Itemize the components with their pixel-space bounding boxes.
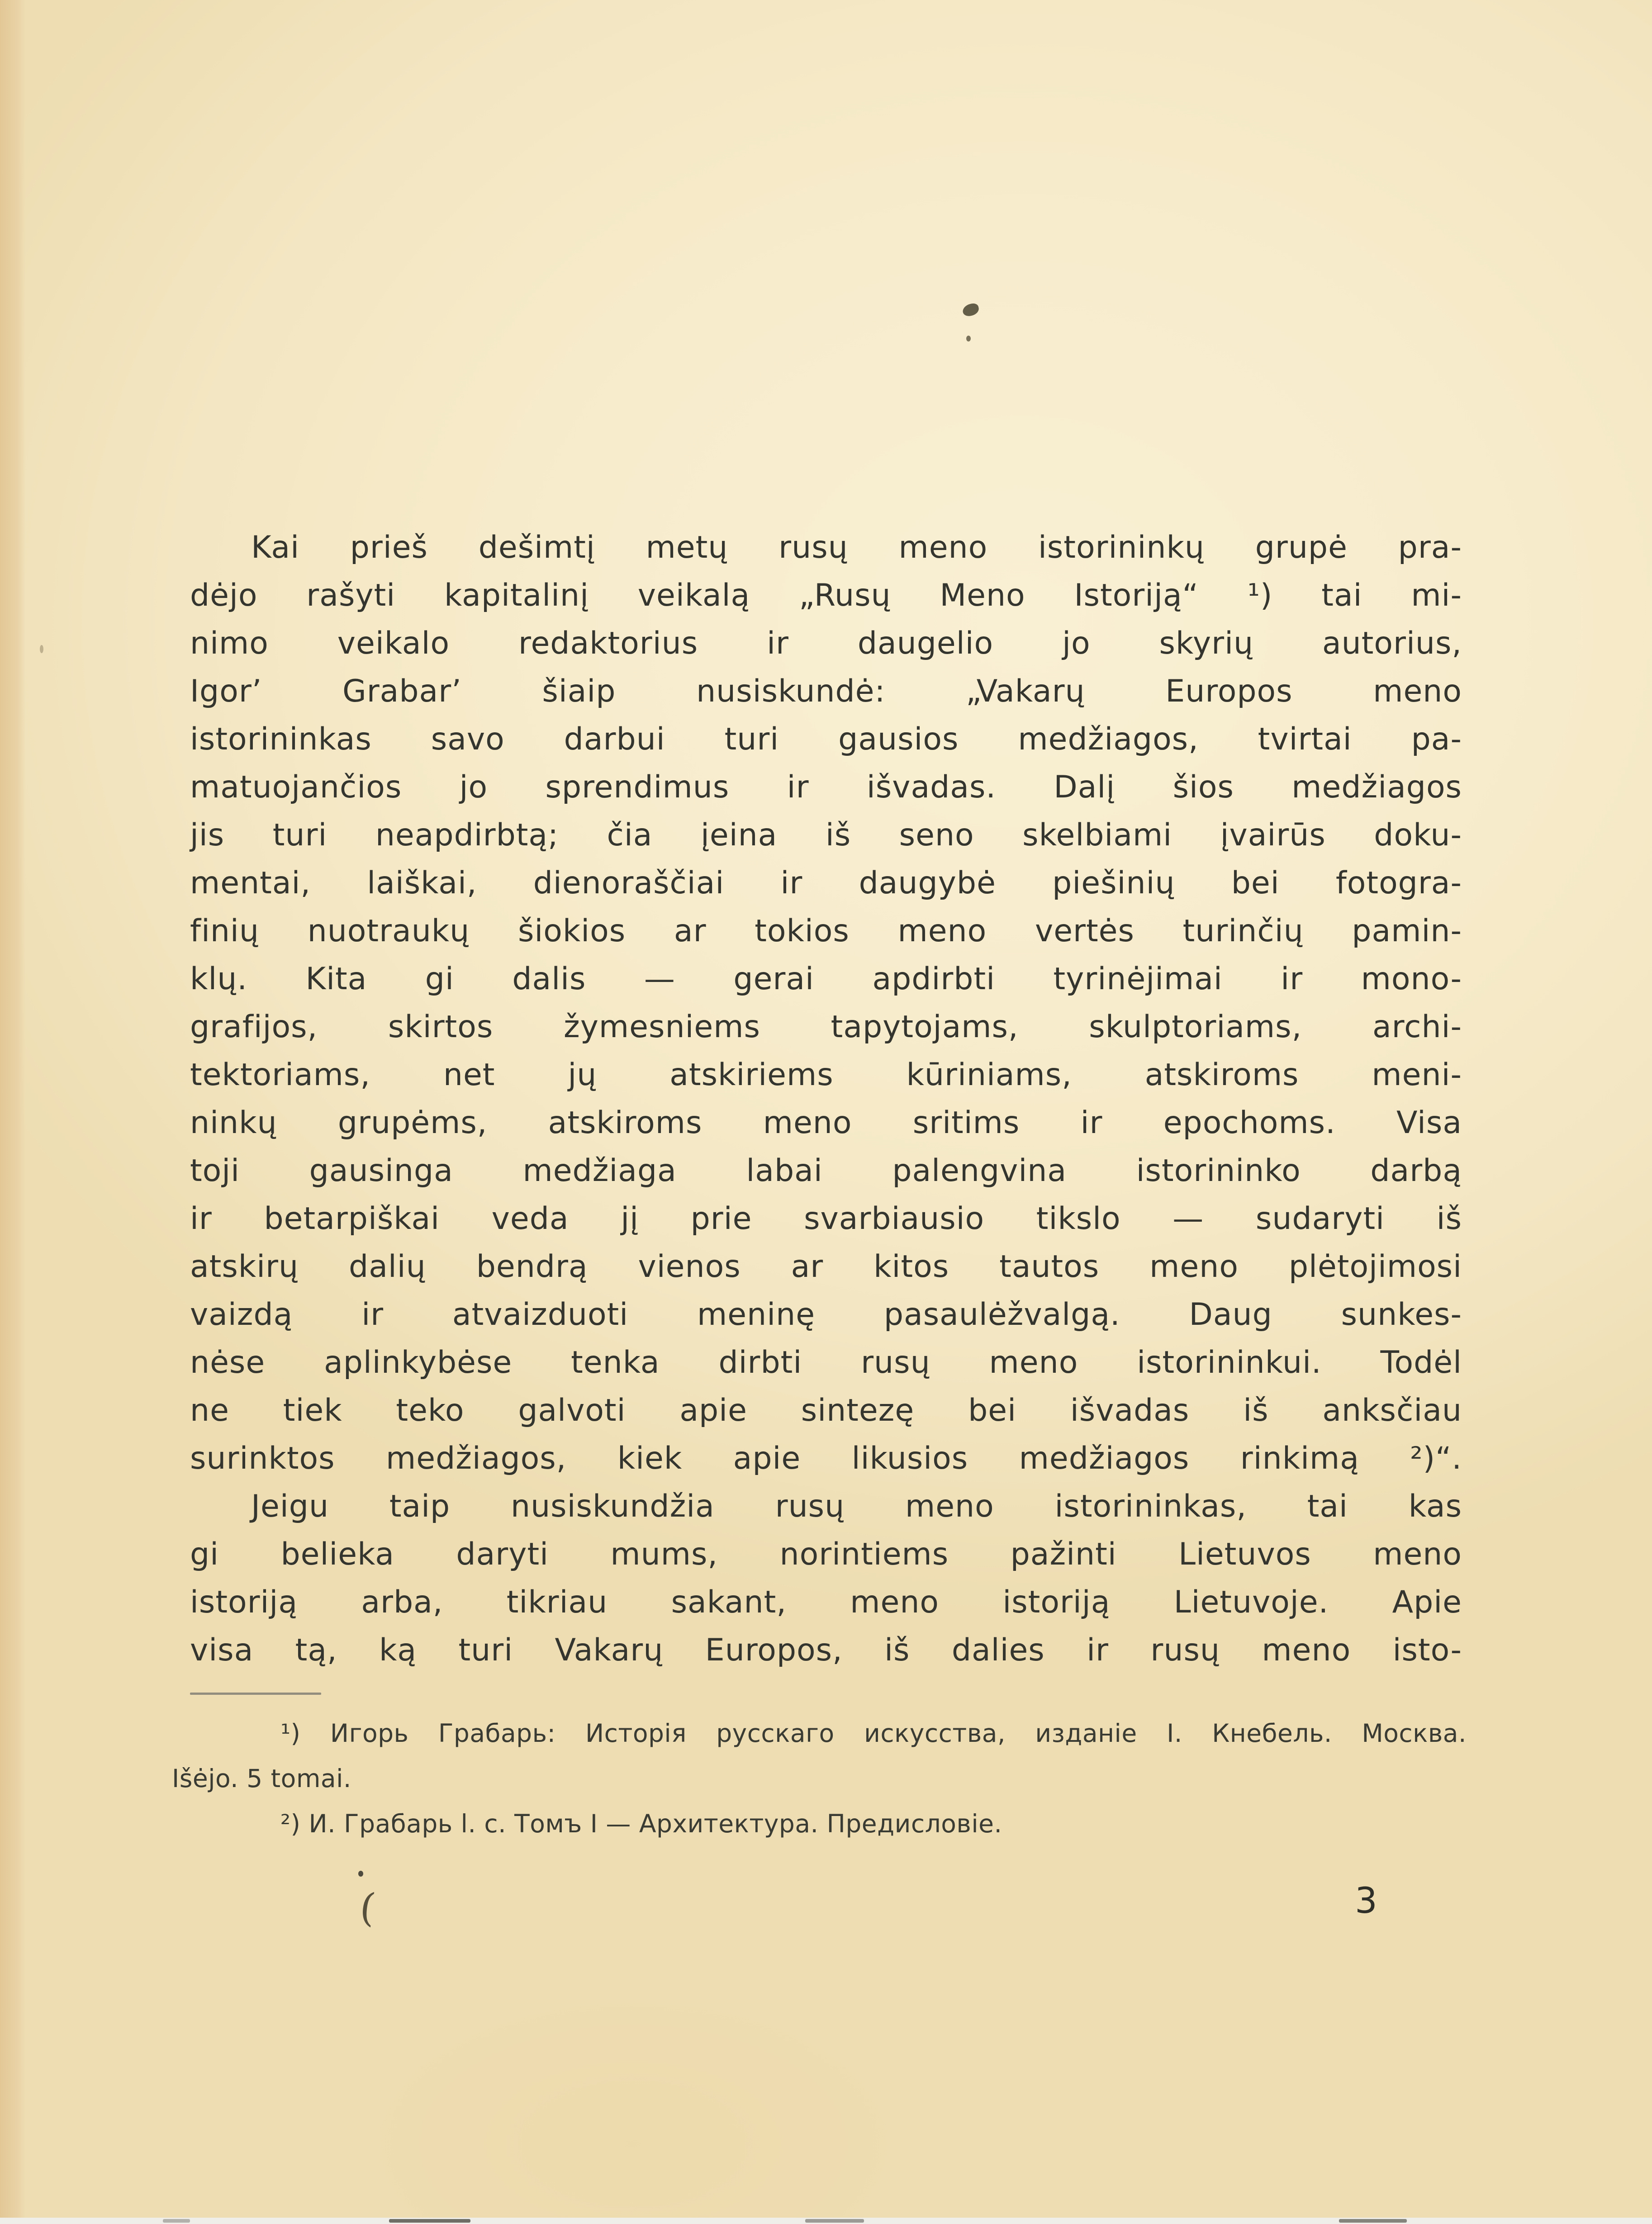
body-text-line: visa tą, ką turi Vakarų Europos, iš dalies ir rusų meno isto- [190,1632,1462,1668]
scan-edge-artifact [805,2219,864,2223]
stray-ink-dot [358,1871,363,1877]
body-text-line: toji gausinga medžiaga labai palengvina istorininko darbą [190,1153,1462,1189]
body-text-line: klų. Kita gi dalis — gerai apdirbti tyrinėjimai ir mono- [190,961,1462,997]
body-text-line: Igor’ Grabar’ šiaip nusiskundė: „Vakarų Europos meno [190,673,1462,709]
scan-edge-artifact [389,2219,470,2223]
body-text-line: atskirų dalių bendrą vienos ar kitos tautos meno plėtojimosi [190,1249,1462,1285]
body-text-line: vaizdą ir atvaizduoti meninę pasaulėžvalgą. Daug sunkes- [190,1297,1462,1333]
body-text-line: ne tiek teko galvoti apie sintezę bei išvadas iš anksčiau [190,1393,1462,1428]
body-text [190,524,1462,1674]
body-text-line: gi belieka daryti mums, norintiems pažinti Lietuvos meno [190,1536,1462,1572]
body-text-line: Jeigu taip nusiskundžia rusų meno istorininkas, tai kas [251,1489,1462,1524]
stray-ink-paren: ( [357,1884,378,1931]
footnote-1: ¹) Игорь Грабарь: Исторія русскаго искусства, изданіе І. Кнебель. Москва. [280,1719,1467,1748]
footnotes [172,1711,1467,1846]
ink-smudge-dot [966,336,971,341]
page-number: 3 [1355,1881,1377,1921]
page-gutter-shadow [0,0,25,2224]
body-text-line: dėjo rašyti kapitalinį veikalą „Rusų Meno Istoriją“ ¹) tai mi- [190,578,1462,613]
footnote-1-continued: Išėjo. 5 tomai. [172,1764,351,1793]
ink-smudge [962,303,980,318]
body-text-line: matuojančios jo sprendimus ir išvadas. Dalį šios medžiagos [190,769,1462,805]
scan-edge-artifact [1339,2219,1407,2223]
body-text-line: ir betarpiškai veda jį prie svarbiausio tikslo — sudaryti iš [190,1201,1462,1237]
body-text-line: grafijos, skirtos žymesniems tapytojams, skulptoriams, archi- [190,1009,1462,1045]
body-text-line: tektoriams, net jų atskiriems kūriniams, atskiroms meni- [190,1057,1462,1093]
body-text-line: jis turi neapdirbtą; čia įeina iš seno skelbiami įvairūs doku- [190,817,1462,853]
scan-bottom-edge [0,2218,1652,2224]
footnote-separator [190,1693,321,1695]
body-text-line: istorininkas savo darbui turi gausios medžiagos, tvirtai pa- [190,721,1462,757]
scan-edge-artifact [163,2219,190,2223]
body-text-line: finių nuotraukų šiokios ar tokios meno vertės turinčių pamin- [190,913,1462,949]
body-text-line: istoriją arba, tikriau sakant, meno istoriją Lietuvoje. Apie [190,1584,1462,1620]
body-text-line: nėse aplinkybėse tenka dirbti rusų meno istorininkui. Todėl [190,1345,1462,1380]
body-text-line: ninkų grupėms, atskiroms meno sritims ir epochoms. Visa [190,1105,1462,1141]
body-text-line: surinktos medžiagos, kiek apie likusios medžiagos rinkimą ²)“. [190,1441,1462,1476]
footnote-2: ²) И. Грабарь l. c. Томъ I — Архитектура. Предисловіе. [280,1809,1002,1838]
body-text-line: Kai prieš dešimtį metų rusų meno istorininkų grupė pra- [251,530,1462,565]
margin-fleck [40,645,43,653]
body-text-line: mentai, laiškai, dienoraščiai ir daugybė piešinių bei fotogra- [190,865,1462,901]
body-text-line: nimo veikalo redaktorius ir daugelio jo skyrių autorius, [190,626,1462,661]
